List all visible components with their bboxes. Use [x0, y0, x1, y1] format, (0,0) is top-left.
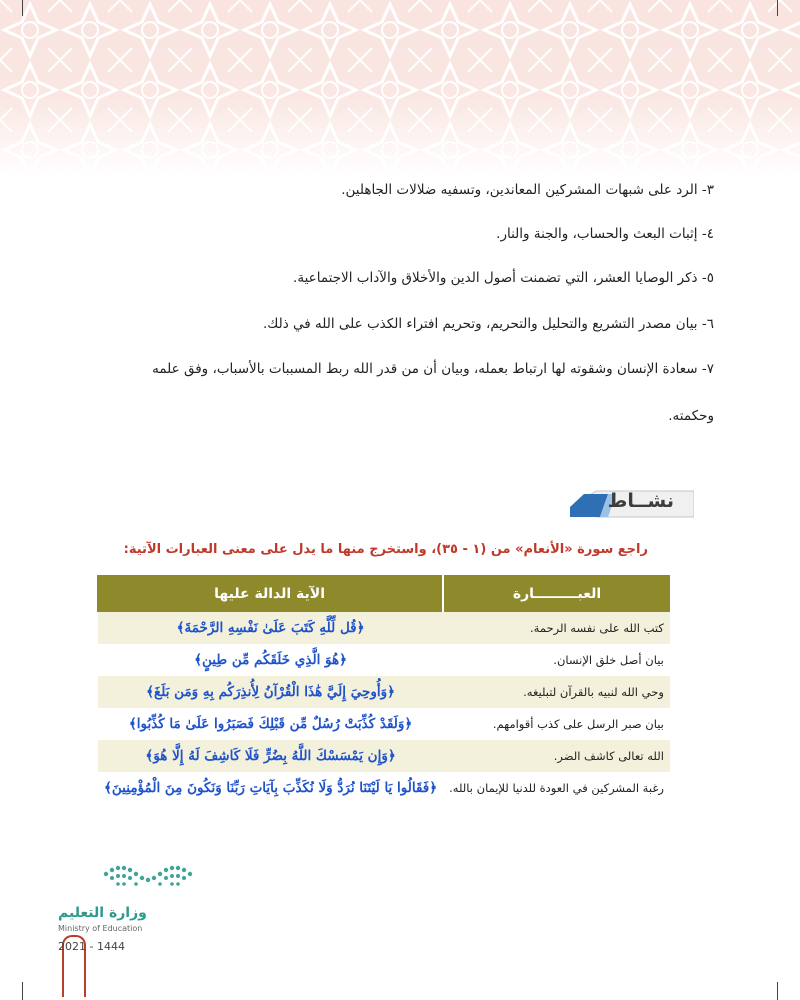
phrase-cell: كتب الله على نفسه الرحمة. — [443, 612, 670, 644]
phrase-cell: بيان صبر الرسل على كذب أقوامهم. — [443, 708, 670, 740]
verse-cell: ﴿وَإِن يَمْسَسْكَ اللَّهُ بِضُرٍّ فَلَا كَاشِفَ لَهُ إِلَّا هُوَ﴾ — [97, 740, 443, 772]
activity-instruction: راجع سورة «الأنعام» من (١ - ٣٥)، واستخرج منها ما يدل على معنى العبارات الآتية: — [123, 542, 648, 557]
point-item: ٤- إثبات البعث والحساب، والجنة والنار. — [496, 226, 714, 242]
crop-mark — [22, 0, 23, 16]
phrase-cell: بيان أصل خلق الإنسان. — [443, 644, 670, 676]
point-item: ٥- ذكر الوصايا العشر، التي تضمنت أصول الدين والأخلاق والآداب الاجتماعية. — [293, 270, 714, 286]
phrase-cell: وحي الله لنبيه بالقرآن لتبليغه. — [443, 676, 670, 708]
ministry-name-ar: وزارة التعليم — [58, 905, 147, 921]
point-item: ٧- سعادة الإنسان وشقوته لها ارتباط بعمله، وبيان أن من قدر الله ربط المسببات بالأسباب، وفق علمه — [152, 361, 714, 377]
phrase-cell: رغبة المشركين في العودة للدنيا للإيمان بالله. — [443, 772, 670, 804]
crop-mark — [777, 0, 778, 16]
table-header-verse: الآية الدالة عليها — [97, 575, 443, 612]
crop-mark — [22, 982, 23, 1000]
verse-cell: ﴿وَلَقَدْ كُذِّبَتْ رُسُلٌ مِّن قَبْلِكَ فَصَبَرُوا عَلَىٰ مَا كُذِّبُوا﴾ — [97, 708, 443, 740]
ministry-name-en: Ministry of Education — [58, 924, 143, 933]
table-row — [97, 612, 670, 644]
ministry-logo-dots-icon — [100, 860, 200, 900]
table-row — [97, 772, 670, 804]
point-item: ٦- بيان مصدر التشريع والتحليل والتحريم، وتحريم افتراء الكذب على الله في ذلك. — [262, 316, 714, 332]
activity-badge — [570, 487, 694, 521]
point-item: ٣- الرد على شبهات المشركين المعاندين، وتسفيه ضلالات الجاهلين. — [341, 182, 714, 198]
verse-cell: ﴿فَقَالُوا يَا لَيْتَنَا نُرَدُّ وَلَا نُكَذِّبَ بِآيَاتِ رَبِّنَا وَنَكُونَ مِنَ الْمُؤْمِنِينَ﴾ — [97, 772, 443, 804]
table-row — [97, 740, 670, 772]
verse-cell: ﴿هُوَ الَّذِي خَلَقَكُم مِّن طِينٍ﴾ — [97, 644, 443, 676]
phrase-cell: الله تعالى كاشف الضر. — [443, 740, 670, 772]
table-row — [97, 676, 670, 708]
verses-table — [96, 575, 670, 804]
crop-mark — [777, 982, 778, 1000]
verse-cell: ﴿قُل لِّلَّهِ كَتَبَ عَلَىٰ نَفْسِهِ الرَّحْمَةَ﴾ — [97, 612, 443, 644]
edition-year: 2021 - 1444 — [58, 940, 125, 953]
point-continuation: وحكمته. — [668, 408, 714, 424]
table-header-phrase: العبـــــــــارة — [443, 575, 670, 612]
table-row — [97, 644, 670, 676]
header-decorative-pattern — [0, 0, 800, 175]
verse-cell: ﴿وَأُوحِيَ إِلَيَّ هَٰذَا الْقُرْآنُ لِأُنذِرَكُم بِهِ وَمَن بَلَغَ﴾ — [97, 676, 443, 708]
activity-title: نشــاط — [607, 490, 674, 512]
table-row — [97, 708, 670, 740]
